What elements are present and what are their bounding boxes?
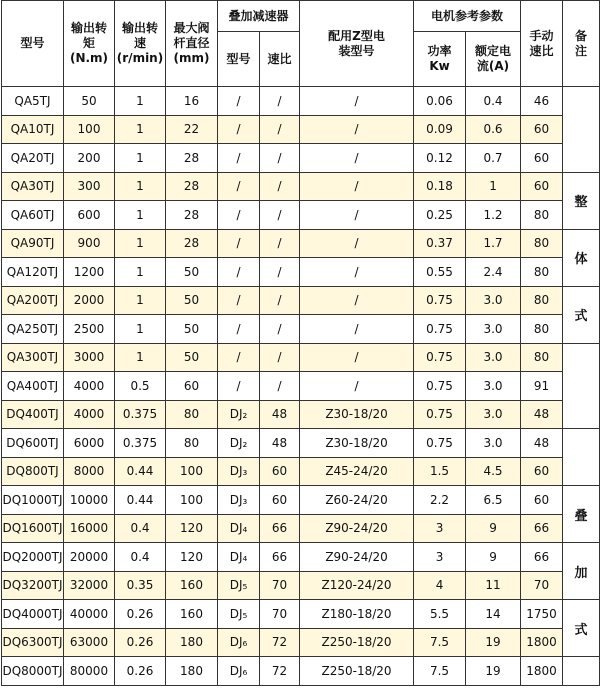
cell-stem: 80 [166, 400, 218, 429]
cell-hand: 1800 [521, 657, 563, 686]
cell-power: 5.5 [414, 600, 466, 629]
cell-speed: 1 [115, 343, 166, 372]
cell-ratio: / [260, 115, 300, 144]
table-row [2, 87, 600, 116]
cell-current: 1.7 [466, 229, 521, 258]
cell-hand: 60 [521, 486, 563, 515]
cell-stem: 50 [166, 286, 218, 315]
cell-current: 3.0 [466, 343, 521, 372]
cell-current: 14 [466, 600, 521, 629]
table-row [2, 400, 600, 429]
cell-zmodel: Z30-18/20 [300, 429, 414, 458]
cell-power: 0.75 [414, 372, 466, 401]
table-row [2, 514, 600, 543]
cell-rmodel: DJ₂ [218, 400, 260, 429]
cell-rmodel: / [218, 144, 260, 173]
header-torque: 输出转 矩 (N.m) [64, 1, 115, 87]
cell-speed: 1 [115, 144, 166, 173]
cell-model: QA90TJ [2, 229, 64, 258]
cell-ratio: / [260, 343, 300, 372]
cell-rmodel: / [218, 315, 260, 344]
cell-power: 7.5 [414, 628, 466, 657]
cell-power: 3 [414, 514, 466, 543]
table-row [2, 429, 600, 458]
table-row [2, 172, 600, 201]
cell-torque: 40000 [64, 600, 115, 629]
cell-ratio: / [260, 201, 300, 230]
cell-hand: 66 [521, 543, 563, 572]
remark-cell: 加 [563, 543, 600, 600]
cell-rmodel: DJ₆ [218, 628, 260, 657]
cell-torque: 50 [64, 87, 115, 116]
header-hand-ratio: 手动 速比 [521, 1, 563, 87]
cell-torque: 2500 [64, 315, 115, 344]
header-motor-params: 电机参考参数 [414, 1, 521, 32]
cell-current: 1.2 [466, 201, 521, 230]
cell-ratio: 72 [260, 657, 300, 686]
cell-rmodel: DJ₅ [218, 600, 260, 629]
cell-rmodel: DJ₃ [218, 457, 260, 486]
cell-speed: 0.4 [115, 543, 166, 572]
cell-stem: 120 [166, 514, 218, 543]
remark-cell: 整 [563, 172, 600, 229]
cell-stem: 160 [166, 571, 218, 600]
cell-torque: 8000 [64, 457, 115, 486]
cell-torque: 6000 [64, 429, 115, 458]
cell-current: 1 [466, 172, 521, 201]
cell-power: 4 [414, 571, 466, 600]
cell-ratio: 70 [260, 571, 300, 600]
cell-speed: 0.5 [115, 372, 166, 401]
cell-torque: 100 [64, 115, 115, 144]
cell-zmodel: / [300, 144, 414, 173]
cell-zmodel: / [300, 315, 414, 344]
cell-model: QA60TJ [2, 201, 64, 230]
cell-model: DQ800TJ [2, 457, 64, 486]
cell-current: 3.0 [466, 429, 521, 458]
cell-model: QA20TJ [2, 144, 64, 173]
header-z-model: 配用Z型电 装型号 [300, 1, 414, 87]
cell-current: 0.7 [466, 144, 521, 173]
cell-model: DQ600TJ [2, 429, 64, 458]
table-row [2, 600, 600, 629]
cell-hand: 1800 [521, 628, 563, 657]
cell-stem: 28 [166, 172, 218, 201]
remark-cell: 式 [563, 600, 600, 657]
cell-stem: 180 [166, 657, 218, 686]
cell-torque: 300 [64, 172, 115, 201]
table-body [2, 87, 600, 686]
cell-ratio: 72 [260, 628, 300, 657]
table-row [2, 486, 600, 515]
cell-ratio: / [260, 229, 300, 258]
cell-power: 0.75 [414, 400, 466, 429]
cell-stem: 100 [166, 486, 218, 515]
cell-model: DQ8000TJ [2, 657, 64, 686]
cell-speed: 0.4 [115, 514, 166, 543]
cell-rmodel: DJ₆ [218, 657, 260, 686]
table-header [2, 1, 600, 87]
table-row [2, 315, 600, 344]
cell-ratio: 60 [260, 457, 300, 486]
cell-speed: 0.44 [115, 457, 166, 486]
table-row [2, 229, 600, 258]
cell-zmodel: / [300, 343, 414, 372]
cell-stem: 120 [166, 543, 218, 572]
table-row [2, 286, 600, 315]
cell-current: 19 [466, 657, 521, 686]
cell-stem: 100 [166, 457, 218, 486]
cell-speed: 0.26 [115, 600, 166, 629]
cell-stem: 180 [166, 628, 218, 657]
cell-power: 0.75 [414, 343, 466, 372]
cell-power: 0.75 [414, 286, 466, 315]
cell-stem: 60 [166, 372, 218, 401]
remark-cell [563, 429, 600, 486]
table-row [2, 115, 600, 144]
cell-rmodel: / [218, 286, 260, 315]
cell-stem: 160 [166, 600, 218, 629]
cell-zmodel: / [300, 87, 414, 116]
cell-rmodel: / [218, 87, 260, 116]
header-remark: 备 注 [563, 1, 600, 87]
cell-model: DQ4000TJ [2, 600, 64, 629]
cell-current: 3.0 [466, 400, 521, 429]
cell-stem: 28 [166, 201, 218, 230]
remark-cell [563, 343, 600, 429]
cell-speed: 1 [115, 201, 166, 230]
header-model: 型号 [2, 1, 64, 87]
cell-zmodel: / [300, 229, 414, 258]
cell-torque: 16000 [64, 514, 115, 543]
table-row [2, 372, 600, 401]
header-power: 功率 Kw [414, 32, 466, 87]
remark-cell: 叠 [563, 486, 600, 543]
cell-rmodel: / [218, 115, 260, 144]
cell-rmodel: DJ₂ [218, 429, 260, 458]
cell-power: 0.55 [414, 258, 466, 287]
cell-zmodel: / [300, 372, 414, 401]
table-row [2, 657, 600, 686]
cell-hand: 80 [521, 258, 563, 287]
cell-model: QA120TJ [2, 258, 64, 287]
cell-rmodel: DJ₄ [218, 514, 260, 543]
cell-rmodel: / [218, 372, 260, 401]
cell-stem: 28 [166, 229, 218, 258]
cell-torque: 900 [64, 229, 115, 258]
cell-model: DQ3200TJ [2, 571, 64, 600]
cell-current: 19 [466, 628, 521, 657]
table-row [2, 628, 600, 657]
cell-zmodel: Z60-24/20 [300, 486, 414, 515]
header-reducer-model: 型号 [218, 32, 260, 87]
cell-ratio: / [260, 87, 300, 116]
cell-speed: 1 [115, 258, 166, 287]
cell-zmodel: Z30-18/20 [300, 400, 414, 429]
cell-speed: 1 [115, 286, 166, 315]
cell-torque: 3000 [64, 343, 115, 372]
cell-power: 0.37 [414, 229, 466, 258]
cell-power: 0.18 [414, 172, 466, 201]
cell-torque: 4000 [64, 400, 115, 429]
cell-zmodel: / [300, 172, 414, 201]
cell-ratio: 48 [260, 429, 300, 458]
cell-ratio: 66 [260, 514, 300, 543]
cell-speed: 0.35 [115, 571, 166, 600]
cell-rmodel: DJ₃ [218, 486, 260, 515]
cell-torque: 200 [64, 144, 115, 173]
cell-speed: 0.375 [115, 429, 166, 458]
cell-power: 0.09 [414, 115, 466, 144]
cell-zmodel: Z180-18/20 [300, 600, 414, 629]
table-row [2, 201, 600, 230]
cell-ratio: 60 [260, 486, 300, 515]
cell-torque: 1200 [64, 258, 115, 287]
cell-rmodel: / [218, 172, 260, 201]
cell-zmodel: Z90-24/20 [300, 543, 414, 572]
cell-hand: 1750 [521, 600, 563, 629]
cell-speed: 1 [115, 172, 166, 201]
cell-power: 1.5 [414, 457, 466, 486]
cell-model: QA10TJ [2, 115, 64, 144]
cell-hand: 80 [521, 343, 563, 372]
cell-hand: 80 [521, 201, 563, 230]
cell-torque: 600 [64, 201, 115, 230]
cell-model: QA400TJ [2, 372, 64, 401]
cell-torque: 32000 [64, 571, 115, 600]
cell-ratio: / [260, 286, 300, 315]
remark-cell [563, 87, 600, 173]
cell-power: 0.12 [414, 144, 466, 173]
cell-model: DQ1600TJ [2, 514, 64, 543]
cell-hand: 48 [521, 400, 563, 429]
cell-current: 0.6 [466, 115, 521, 144]
cell-stem: 22 [166, 115, 218, 144]
cell-zmodel: Z250-18/20 [300, 628, 414, 657]
cell-hand: 80 [521, 229, 563, 258]
cell-torque: 80000 [64, 657, 115, 686]
cell-power: 0.75 [414, 315, 466, 344]
cell-hand: 80 [521, 315, 563, 344]
cell-power: 7.5 [414, 657, 466, 686]
table-row [2, 571, 600, 600]
cell-hand: 66 [521, 514, 563, 543]
cell-zmodel: / [300, 258, 414, 287]
cell-current: 6.5 [466, 486, 521, 515]
cell-rmodel: DJ₅ [218, 571, 260, 600]
remark-cell: 式 [563, 286, 600, 343]
cell-speed: 1 [115, 315, 166, 344]
cell-ratio: / [260, 372, 300, 401]
table-row [2, 457, 600, 486]
cell-current: 9 [466, 543, 521, 572]
cell-model: QA250TJ [2, 315, 64, 344]
header-current: 额定电 流(A) [466, 32, 521, 87]
cell-ratio: 70 [260, 600, 300, 629]
cell-speed: 1 [115, 87, 166, 116]
cell-ratio: / [260, 315, 300, 344]
cell-rmodel: / [218, 229, 260, 258]
cell-speed: 0.375 [115, 400, 166, 429]
cell-torque: 4000 [64, 372, 115, 401]
cell-torque: 10000 [64, 486, 115, 515]
cell-power: 0.25 [414, 201, 466, 230]
cell-hand: 60 [521, 457, 563, 486]
cell-model: QA300TJ [2, 343, 64, 372]
cell-zmodel: / [300, 286, 414, 315]
cell-model: QA30TJ [2, 172, 64, 201]
cell-model: DQ2000TJ [2, 543, 64, 572]
cell-rmodel: / [218, 201, 260, 230]
cell-speed: 0.44 [115, 486, 166, 515]
cell-model: DQ400TJ [2, 400, 64, 429]
table-row [2, 258, 600, 287]
cell-zmodel: / [300, 201, 414, 230]
cell-stem: 28 [166, 144, 218, 173]
remark-cell: 体 [563, 229, 600, 286]
cell-rmodel: / [218, 343, 260, 372]
cell-torque: 2000 [64, 286, 115, 315]
cell-stem: 50 [166, 315, 218, 344]
cell-zmodel: Z120-24/20 [300, 571, 414, 600]
cell-hand: 60 [521, 144, 563, 173]
cell-hand: 60 [521, 172, 563, 201]
cell-hand: 48 [521, 429, 563, 458]
table-row [2, 543, 600, 572]
header-reducer: 叠加减速器 [218, 1, 300, 32]
cell-speed: 0.26 [115, 657, 166, 686]
cell-ratio: / [260, 144, 300, 173]
header-stem-diameter: 最大阀 杆直径 (mm) [166, 1, 218, 87]
header-reducer-ratio: 速比 [260, 32, 300, 87]
cell-ratio: / [260, 258, 300, 287]
spec-table [1, 0, 600, 686]
cell-speed: 1 [115, 115, 166, 144]
cell-model: DQ1000TJ [2, 486, 64, 515]
cell-ratio: 66 [260, 543, 300, 572]
remark-cell [563, 657, 600, 686]
cell-stem: 80 [166, 429, 218, 458]
table-row [2, 343, 600, 372]
cell-model: DQ6300TJ [2, 628, 64, 657]
cell-zmodel: / [300, 115, 414, 144]
header-speed: 输出转 速 (r/min) [115, 1, 166, 87]
cell-hand: 91 [521, 372, 563, 401]
cell-speed: 0.26 [115, 628, 166, 657]
cell-hand: 80 [521, 286, 563, 315]
cell-zmodel: Z45-24/20 [300, 457, 414, 486]
cell-torque: 20000 [64, 543, 115, 572]
cell-model: QA5TJ [2, 87, 64, 116]
cell-stem: 50 [166, 343, 218, 372]
cell-current: 11 [466, 571, 521, 600]
cell-speed: 1 [115, 229, 166, 258]
cell-stem: 16 [166, 87, 218, 116]
cell-hand: 70 [521, 571, 563, 600]
cell-torque: 63000 [64, 628, 115, 657]
cell-power: 3 [414, 543, 466, 572]
cell-current: 3.0 [466, 286, 521, 315]
cell-power: 2.2 [414, 486, 466, 515]
cell-model: QA200TJ [2, 286, 64, 315]
cell-current: 3.0 [466, 315, 521, 344]
cell-current: 2.4 [466, 258, 521, 287]
cell-rmodel: DJ₄ [218, 543, 260, 572]
cell-current: 4.5 [466, 457, 521, 486]
cell-rmodel: / [218, 258, 260, 287]
cell-zmodel: Z90-24/20 [300, 514, 414, 543]
cell-zmodel: Z250-18/20 [300, 657, 414, 686]
table-row [2, 144, 600, 173]
cell-stem: 50 [166, 258, 218, 287]
cell-current: 0.4 [466, 87, 521, 116]
cell-power: 0.06 [414, 87, 466, 116]
cell-current: 3.0 [466, 372, 521, 401]
cell-ratio: / [260, 172, 300, 201]
cell-current: 9 [466, 514, 521, 543]
cell-hand: 60 [521, 115, 563, 144]
cell-hand: 46 [521, 87, 563, 116]
cell-power: 0.75 [414, 429, 466, 458]
cell-ratio: 48 [260, 400, 300, 429]
